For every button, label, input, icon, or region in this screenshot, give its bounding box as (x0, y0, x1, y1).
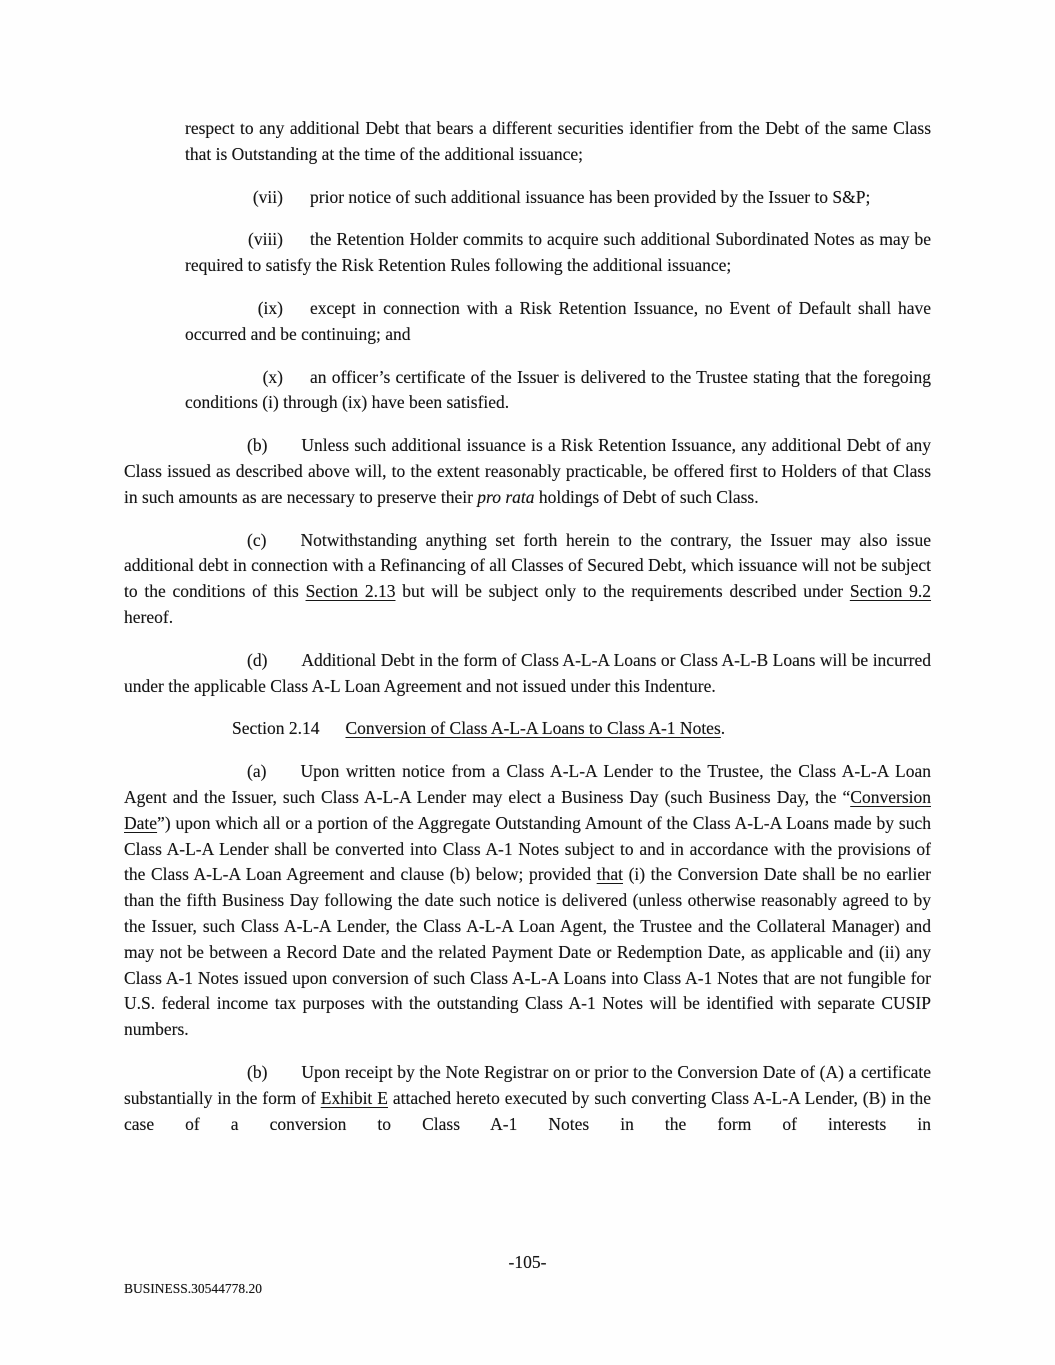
paragraph-c: (c) Notwithstanding anything set forth herein to the contrary, the Issuer may also issue additional debt in connection with a Refinancing of all Classes of Secured Debt, which issuance will not be subject to the conditions of this Section 2.13 but will be subject only to the requirements described under Section 9.2 hereof. (124, 529, 932, 627)
page-number: -105- (508, 1252, 547, 1272)
doc-reference-number: BUSINESS.30544778.20 (124, 1281, 263, 1296)
list-item-ix: (ix) except in connection with a Risk Retention Issuance, no Event of Default shall have occurred and be continuing; and (185, 297, 931, 344)
paragraph-d: (d) Additional Debt in the form of Class A-L-A Loans or Class A-L-B Loans will be incurred under the applicable Class A-L Loan Agreement and not issued under this Indenture. (124, 649, 931, 696)
list-item-x: (x) an officer’s certificate of the Issuer is delivered to the Trustee stating that the foregoing conditions (i) through (ix) have been satisfied. (185, 366, 931, 413)
list-item-viii: (viii) the Retention Holder commits to acquire such additional Subordinated Notes as may be required to satisfy the Risk Retention Rules following the additional issuance; (185, 229, 931, 276)
paragraph-a-conversion: (a) Upon written notice from a Class A-L-A Lender to the Trustee, the Class A-L-A Loan Agent and the Issuer, such Class A-L-A Lender may elect a Business Day (such Business Day, the “Conversion Date”) upon which all or a portion of the Aggregate Outstanding Amount of the Class A-L-A Loans made by such Class A-L-A Lender shall be converted into Class A-1 Notes subject to and in accordance with the provisions of the Class A-L-A Loan Agreement and clause (b) below; provided that (i) the Conversion Date shall be no earlier than the fifth Business Day following the date such notice is delivered (unless otherwise reasonably agreed to by the Issuer, such Class A-L-A Lender, the Class A-L-A Loan Agent, the Trustee and the Collateral Manager) and may not be between a Record Date and the related Payment Date or Redemption Date, as applicable and (ii) any Class A-1 Notes issued upon conversion of such Class A-L-A Loans into Class A-1 Notes that are not fungible for U.S. federal income tax purposes with the outstanding Class A-1 Notes will be identified with separate CUSIP numbers. (124, 761, 931, 1040)
page-content (124, 116, 931, 1154)
section-heading-2-14: Section 2.14 Conversion of Class A-L-A Loans to Class A-1 Notes. (232, 718, 726, 739)
paragraph-continuation: respect to any additional Debt that bears a different securities identifier from the Debt of the same Class that is Outstanding at the time of the additional issuance; (185, 118, 931, 164)
paragraph-b: (b) Unless such additional issuance is a Risk Retention Issuance, any additional Debt of any Class issued as described above will, to the extent reasonably practicable, be offered first to Holders of that Class in such amounts as are necessary to preserve their pro rata holdings of Debt of such Class. (124, 435, 931, 507)
paragraph-b-receipt: (b) Upon receipt by the Note Registrar on or prior to the Conversion Date of (A) a certificate substantially in the form of Exhibit E attached hereto executed by such converting Class A-L-A Lender, (B) in the case of a conversion to Class A-1 Notes in the form of interests in (124, 1061, 931, 1134)
list-item-vii: (vii) prior notice of such additional issuance has been provided by the Issuer to S&P; (252, 186, 871, 207)
